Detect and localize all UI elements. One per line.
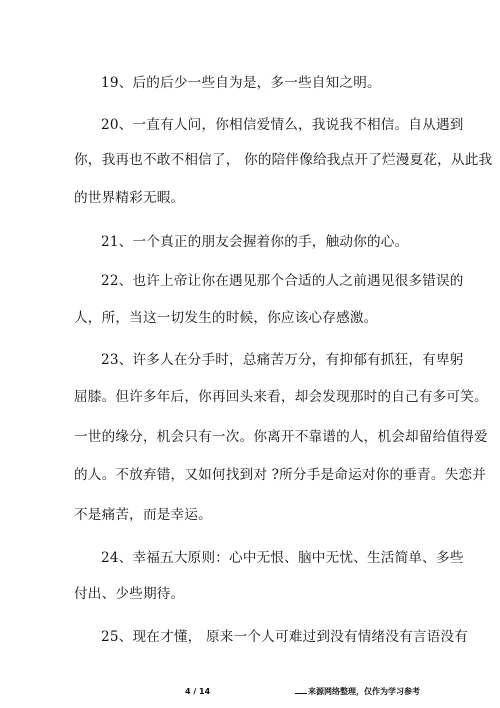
source-note-text: 来源网络整理，仅作为学习参考 [308,687,420,696]
paragraph-24-line-2: 付出、少些期待。 [74,586,185,602]
paragraph-19: 19、后的后少一些自为是，多一些自知之明。 [101,75,381,91]
paragraph-23-line-4: 的人。不放弃错，又如何找到对 ?所分手是命运对你的垂青。失恋并 [74,467,487,483]
paragraph-23-line-3: 一世的缘分，机会只有一次。你离开不靠谱的人，机会却留给值得爱 [74,429,488,445]
paragraph-22-line-1: 22、也许上帝让你在遇见那个合适的人之前遇见很多错误的 [101,273,464,289]
paragraph-20-line-1: 20、一直有人问，你相信爱情么，我说我不相信。自从遇到 [101,117,464,133]
paragraph-23-line-5: 不是痛苦，而是幸运。 [74,507,212,523]
paragraph-21: 21、一个真正的朋友会握着你的手，触动你的心。 [101,234,409,250]
underline-mark [295,693,307,694]
paragraph-20-line-2: 你，我再也不敢不相信了， 你的陪伴像给我点开了烂漫夏花，从此我 [74,152,493,168]
page-number: 4 / 14 [185,687,211,696]
paragraph-22-line-2: 人，所，当这一切发生的时候，你应该心存感激。 [74,310,378,326]
paragraph-24-line-1: 24、幸福五大原则：心中无恨、脑中无忧、生活简单、多些 [101,550,464,566]
paragraph-23-line-2: 屈膝。但许多年后，你再回头来看，却会发现那时的自己有多可笑。 [74,389,488,405]
paragraph-23-line-1: 23、许多人在分手时，总痛苦万分，有抑郁有抓狂，有卑躬 [101,352,464,368]
source-note [295,686,420,698]
paragraph-25-line-1: 25、现在才懂， 原来一个人可难过到没有情绪没有言语没有 [101,629,469,645]
paragraph-20-line-3: 的世界精彩无暇。 [74,190,185,206]
